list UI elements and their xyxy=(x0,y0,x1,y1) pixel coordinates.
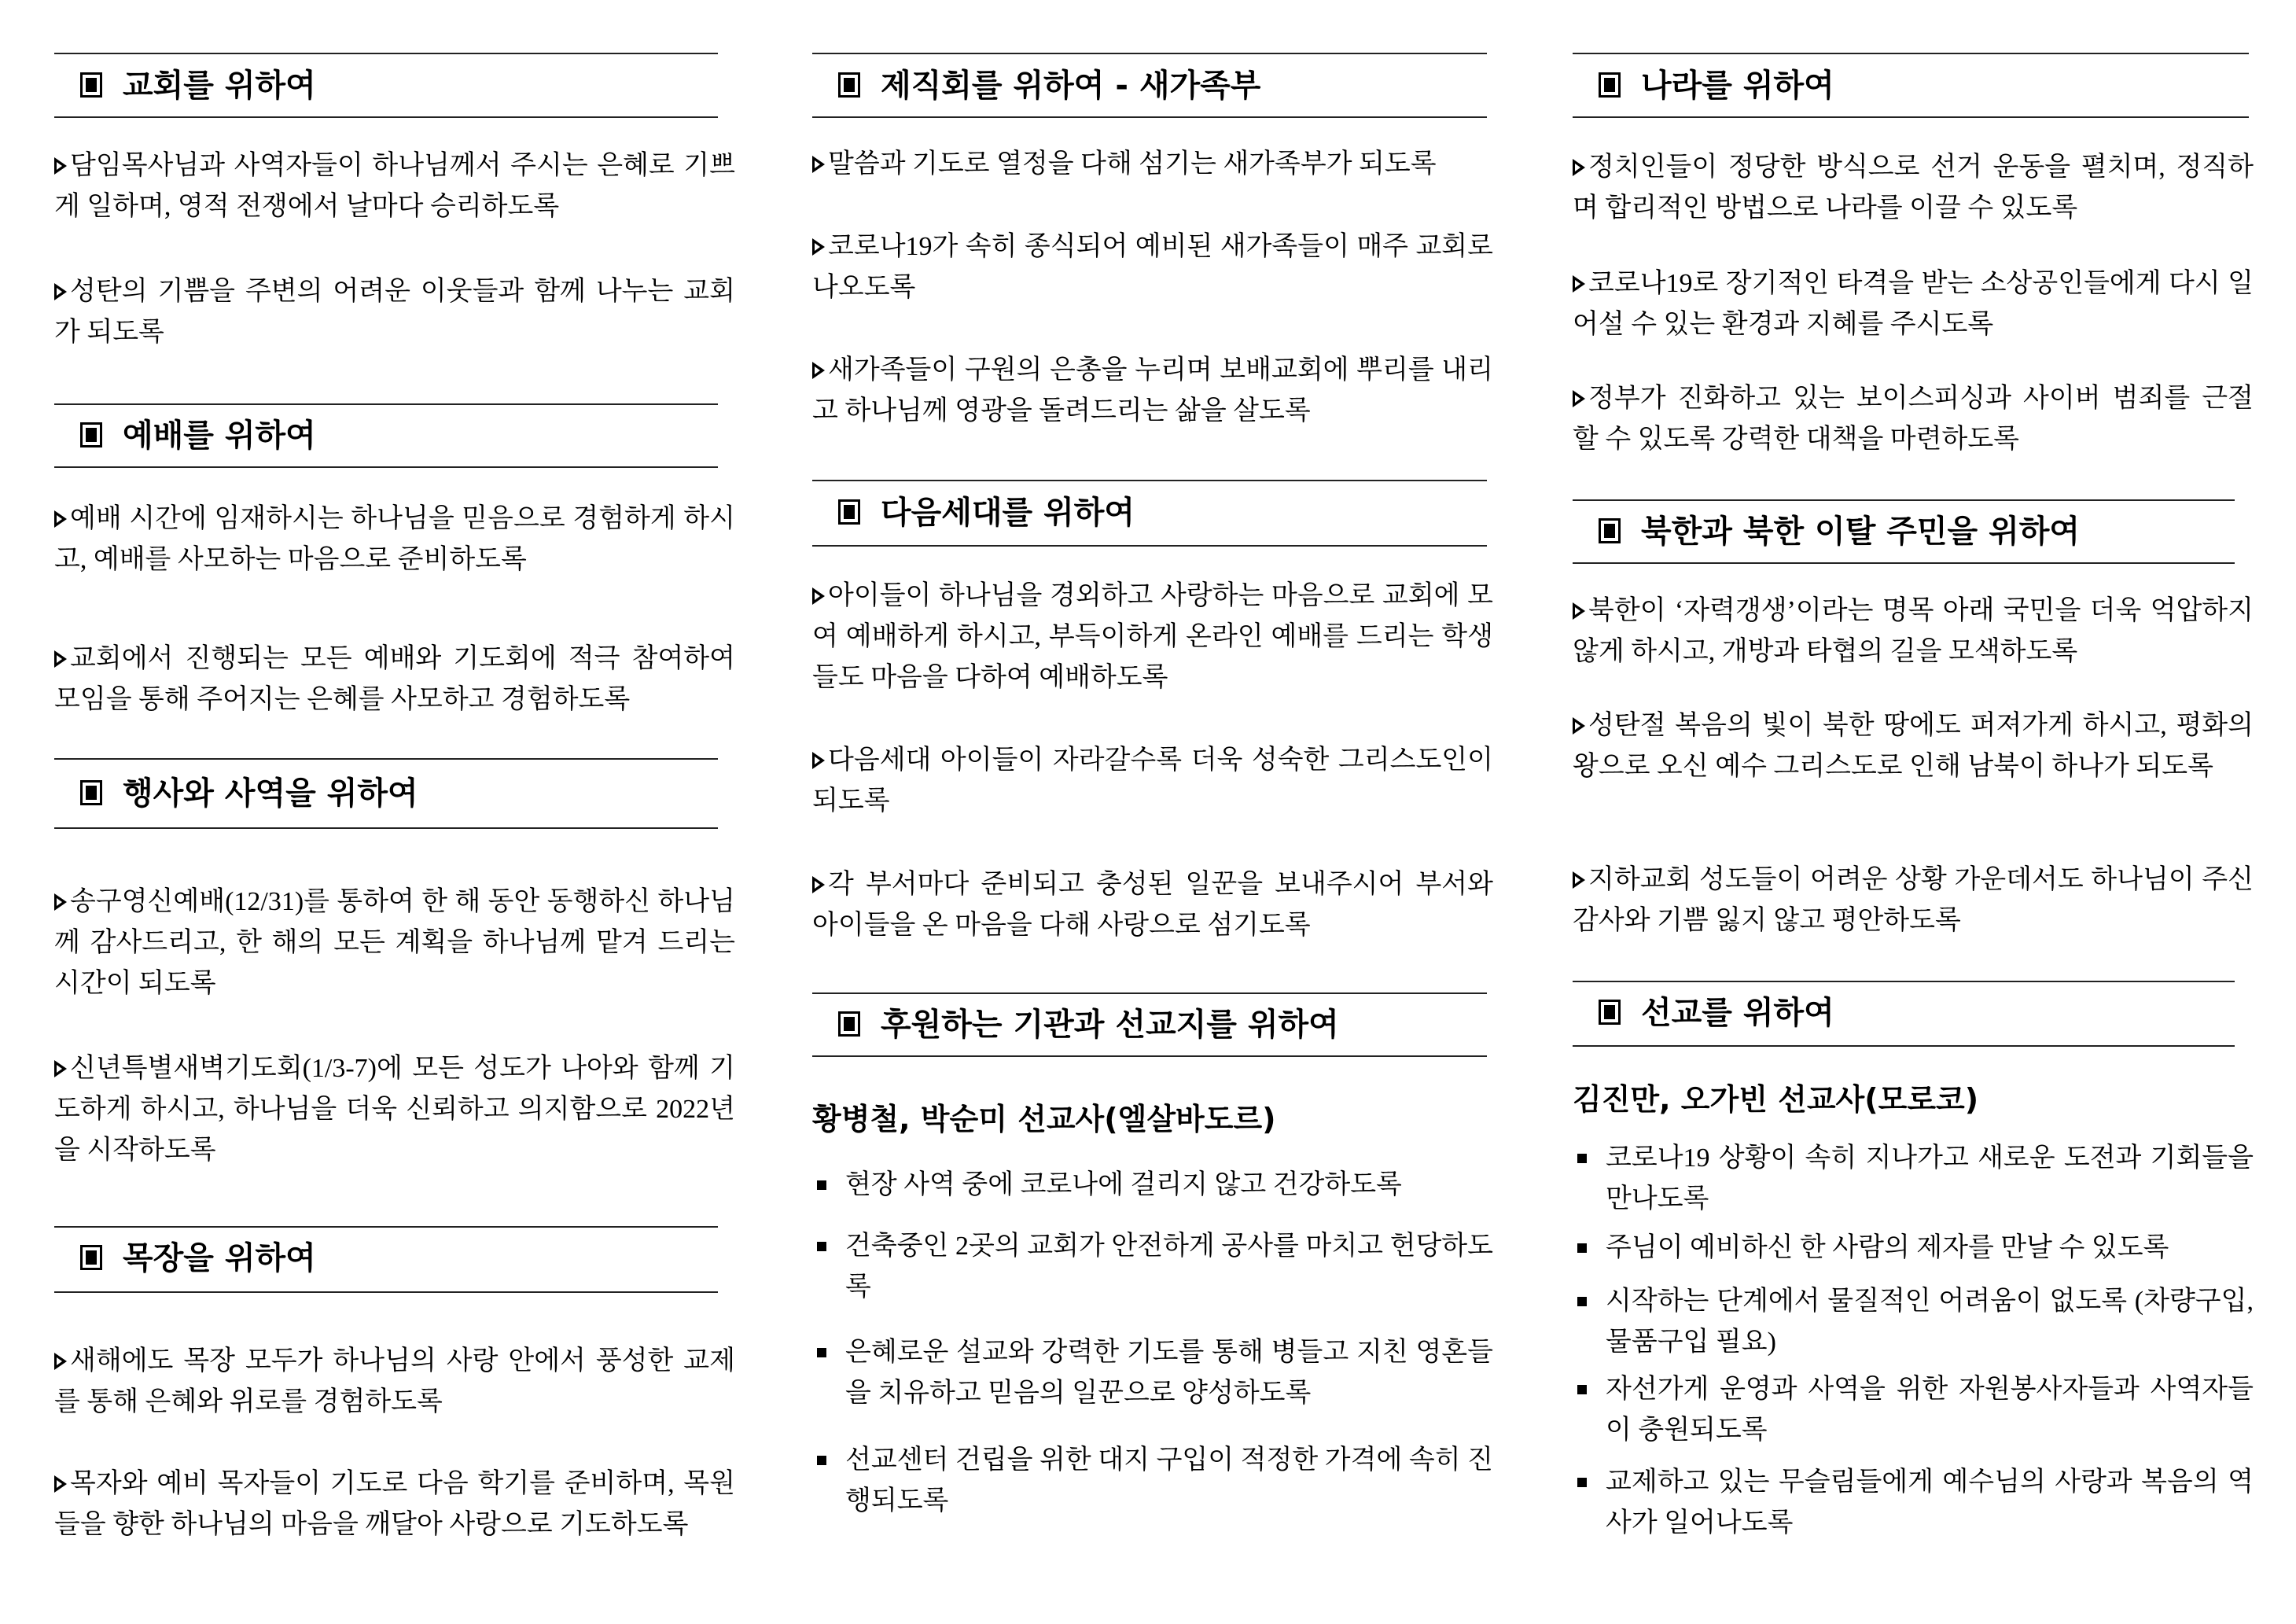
prayer-item xyxy=(1573,860,2254,941)
bullet-text: 시작하는 단계에서 물질적인 어려움이 없도록 (차량구입, 물품구입 필요) xyxy=(1606,1287,2254,1357)
section-heading xyxy=(80,66,316,105)
prayer-item xyxy=(54,1341,735,1423)
prayer-text: 목자와 예비 목자들이 기도로 다음 학기를 준비하며, 목원들을 향한 하나님의 마음을 깨달아 사랑으로 기도하도록 xyxy=(54,1469,735,1539)
triangle-icon xyxy=(812,238,825,256)
prayer-text: 다음세대 아이들이 자라갈수록 더욱 성숙한 그리스도인이 되도록 xyxy=(812,746,1493,816)
heading-text: 북한과 북한 이탈 주민을 위하여 xyxy=(1641,514,2081,550)
prayer-text: 교회에서 진행되는 모든 예배와 기도회에 적극 참여하여 모임을 통해 주어지는 은혜를 사모하고 경험하도록 xyxy=(54,644,735,714)
prayer-text: 북한이 ‘자력갱생’이라는 명목 아래 국민을 더욱 억압하지 않게 하시고, 개방과 타협의 길을 모색하도록 xyxy=(1573,596,2254,666)
heading-text: 후원하는 기관과 선교지를 위하여 xyxy=(881,1007,1339,1043)
square-bullet-icon xyxy=(1577,1297,1587,1306)
section-heading xyxy=(838,1005,1339,1044)
bullet-text: 코로나19 상황이 속히 지나가고 새로운 도전과 기회들을 만나도록 xyxy=(1606,1143,2254,1213)
square-bullet-icon xyxy=(80,780,102,805)
triangle-icon xyxy=(1573,159,1585,176)
prayer-item xyxy=(54,499,735,580)
heading-text: 제직회를 위하여 - 새가족부 xyxy=(881,68,1261,104)
section-heading xyxy=(80,416,316,455)
square-bullet-icon xyxy=(80,422,102,447)
divider xyxy=(812,53,1487,54)
triangle-icon xyxy=(1573,717,1585,735)
divider xyxy=(54,1226,718,1228)
triangle-icon xyxy=(1573,602,1585,620)
divider xyxy=(54,1291,718,1293)
divider xyxy=(1573,499,2235,501)
divider xyxy=(54,116,718,118)
prayer-item xyxy=(1573,147,2254,229)
divider xyxy=(1573,562,2235,564)
section-heading xyxy=(838,66,1260,105)
square-bullet-icon xyxy=(1599,1000,1621,1025)
prayer-item xyxy=(812,226,1493,308)
triangle-icon xyxy=(54,510,67,528)
prayer-text: 각 부서마다 준비되고 충성된 일꾼을 보내주시어 부서와 아이들을 온 마음을 다해 사랑으로 섬기도록 xyxy=(812,870,1493,940)
triangle-icon xyxy=(54,1060,67,1077)
divider xyxy=(812,116,1487,118)
prayer-item xyxy=(54,882,735,1004)
square-bullet-icon xyxy=(838,72,860,98)
missionary-name: 황병철, 박순미 선교사(엘살바도르) xyxy=(812,1102,1276,1136)
prayer-text: 지하교회 성도들이 어려운 상황 가운데서도 하나님이 주신 감사와 기쁨 잃지 않고 평안하도록 xyxy=(1573,865,2254,935)
bullet-item xyxy=(812,1440,1493,1522)
heading-text: 교회를 위하여 xyxy=(123,68,316,104)
divider xyxy=(812,1055,1487,1057)
prayer-item xyxy=(812,864,1493,946)
heading-text: 나라를 위하여 xyxy=(1641,68,1834,104)
prayer-item xyxy=(1573,705,2254,787)
bullet-text: 현장 사역 중에 코로나에 걸리지 않고 건강하도록 xyxy=(845,1170,1402,1199)
prayer-item xyxy=(1573,378,2254,460)
divider xyxy=(54,53,718,54)
divider xyxy=(1573,116,2249,118)
square-bullet-icon xyxy=(838,1011,860,1037)
prayer-item xyxy=(812,740,1493,822)
square-bullet-icon xyxy=(817,1180,826,1190)
prayer-text: 새해에도 목장 모두가 하나님의 사랑 안에서 풍성한 교제를 통해 은혜와 위로를 경험하도록 xyxy=(54,1346,735,1416)
prayer-item xyxy=(812,144,1493,185)
prayer-text: 정치인들이 정당한 방식으로 선거 운동을 펼치며, 정직하며 합리적인 방법으로 나라를 이끌 수 있도록 xyxy=(1573,153,2254,223)
triangle-icon xyxy=(812,587,825,605)
prayer-text: 코로나19로 장기적인 타격을 받는 소상공인들에게 다시 일어설 수 있는 환경과 지혜를 주시도록 xyxy=(1573,269,2254,339)
section-heading xyxy=(1599,66,1834,105)
prayer-text: 정부가 진화하고 있는 보이스피싱과 사이버 범죄를 근절 할 수 있도록 강력한 대책을 마련하도록 xyxy=(1573,384,2254,454)
divider xyxy=(1573,981,2235,982)
bullet-text: 건축중인 2곳의 교회가 안전하게 공사를 마치고 헌당하도록 xyxy=(845,1232,1493,1302)
square-bullet-icon xyxy=(838,499,860,525)
bullet-item xyxy=(812,1226,1493,1308)
divider xyxy=(812,480,1487,481)
triangle-icon xyxy=(812,752,825,769)
prayer-text: 아이들이 하나님을 경외하고 사랑하는 마음으로 교회에 모여 예배하게 하시고, 부득이하게 온라인 예배를 드리는 학생들도 마음을 다하여 예배하도록 xyxy=(812,581,1493,692)
divider xyxy=(812,545,1487,547)
section-heading xyxy=(1599,993,1834,1033)
prayer-text: 성탄절 복음의 빛이 북한 땅에도 퍼져가게 하시고, 평화의 왕으로 오신 예수 그리스도로 인해 남북이 하나가 되도록 xyxy=(1573,711,2254,781)
triangle-icon xyxy=(54,1475,67,1493)
prayer-item xyxy=(1573,591,2254,672)
prayer-item xyxy=(54,271,735,353)
triangle-icon xyxy=(54,1353,67,1370)
prayer-text: 말씀과 기도로 열정을 다해 섬기는 새가족부가 되도록 xyxy=(828,149,1437,179)
square-bullet-icon xyxy=(1577,1478,1587,1487)
triangle-icon xyxy=(1573,871,1585,889)
bullet-item xyxy=(1573,1369,2254,1451)
prayer-item xyxy=(812,576,1493,698)
prayer-text: 담임목사님과 사역자들이 하나님께서 주시는 은혜로 기쁘게 일하며, 영적 전쟁에서 날마다 승리하도록 xyxy=(54,151,735,221)
prayer-item xyxy=(54,145,735,227)
triangle-icon xyxy=(812,876,825,893)
triangle-icon xyxy=(54,893,67,911)
heading-text: 예배를 위하여 xyxy=(123,418,316,454)
heading-text: 다음세대를 위하여 xyxy=(881,495,1135,531)
triangle-icon xyxy=(1573,275,1585,293)
bullet-text: 자선가게 운영과 사역을 위한 자원봉사자들과 사역자들이 충원되도록 xyxy=(1606,1375,2254,1445)
triangle-icon xyxy=(812,362,825,379)
bullet-text: 은혜로운 설교와 강력한 기도를 통해 병들고 지친 영혼들을 치유하고 믿음의 일꾼으로 양성하도록 xyxy=(845,1338,1493,1408)
triangle-icon xyxy=(1573,390,1585,407)
square-bullet-icon xyxy=(80,72,102,98)
prayer-text: 코로나19가 속히 종식되어 예비된 새가족들이 매주 교회로 나오도록 xyxy=(812,232,1493,302)
bullet-text: 선교센터 건립을 위한 대지 구입이 적정한 가격에 속히 진행되도록 xyxy=(845,1445,1493,1515)
square-bullet-icon xyxy=(1599,518,1621,543)
prayer-text: 송구영신예배(12/31)를 통하여 한 해 동안 동행하신 하나님께 감사드리고, 한 해의 모든 계획을 하나님께 맡겨 드리는 시간이 되도록 xyxy=(54,887,735,998)
square-bullet-icon xyxy=(817,1242,826,1251)
section-heading xyxy=(80,1239,316,1278)
heading-text: 선교를 위하여 xyxy=(1641,995,1834,1031)
prayer-item xyxy=(1573,263,2254,345)
triangle-icon xyxy=(812,156,825,173)
section-heading xyxy=(1599,512,2080,551)
square-bullet-icon xyxy=(1577,1385,1587,1394)
square-bullet-icon xyxy=(1577,1154,1587,1163)
triangle-icon xyxy=(54,157,67,175)
prayer-text: 성탄의 기쁨을 주변의 어려운 이웃들과 함께 나누는 교회가 되도록 xyxy=(54,277,735,347)
prayer-text: 새가족들이 구원의 은총을 누리며 보배교회에 뿌리를 내리고 하나님께 영광을 돌려드리는 삶을 살도록 xyxy=(812,355,1493,425)
bullet-item xyxy=(812,1165,1493,1206)
section-heading xyxy=(838,493,1135,532)
bullet-item xyxy=(1573,1228,2254,1269)
prayer-item xyxy=(54,639,735,720)
prayer-item xyxy=(54,1464,735,1545)
bullet-item xyxy=(1573,1138,2254,1220)
triangle-icon xyxy=(54,650,67,668)
bullet-item xyxy=(812,1332,1493,1414)
divider xyxy=(54,827,718,829)
square-bullet-icon xyxy=(80,1245,102,1270)
missionary-name: 김진만, 오가빈 선교사(모로코) xyxy=(1573,1082,1979,1117)
heading-text: 목장을 위하여 xyxy=(123,1240,316,1276)
square-bullet-icon xyxy=(817,1348,826,1357)
prayer-item xyxy=(812,350,1493,432)
divider xyxy=(54,758,718,760)
section-heading xyxy=(80,774,418,813)
prayer-text: 예배 시간에 임재하시는 하나님을 믿음으로 경험하게 하시고, 예배를 사모하는 마음으로 준비하도록 xyxy=(54,504,735,574)
divider xyxy=(1573,1045,2235,1047)
bullet-item xyxy=(1573,1281,2254,1363)
divider xyxy=(812,992,1487,994)
prayer-item xyxy=(54,1048,735,1171)
triangle-icon xyxy=(54,283,67,300)
bullet-item xyxy=(1573,1462,2254,1544)
divider xyxy=(54,466,718,468)
square-bullet-icon xyxy=(1577,1243,1587,1253)
heading-text: 행사와 사역을 위하여 xyxy=(123,775,418,812)
square-bullet-icon xyxy=(1599,72,1621,98)
divider xyxy=(54,403,718,405)
bullet-text: 주님이 예비하신 한 사람의 제자를 만날 수 있도록 xyxy=(1606,1233,2169,1262)
prayer-text: 신년특별새벽기도회(1/3-7)에 모든 성도가 나아와 함께 기도하게 하시고, 하나님을 더욱 신뢰하고 의지함으로 2022년을 시작하도록 xyxy=(54,1054,735,1165)
divider xyxy=(1573,53,2249,54)
bullet-text: 교제하고 있는 무슬림들에게 예수님의 사랑과 복음의 역사가 일어나도록 xyxy=(1606,1467,2254,1537)
square-bullet-icon xyxy=(817,1456,826,1465)
